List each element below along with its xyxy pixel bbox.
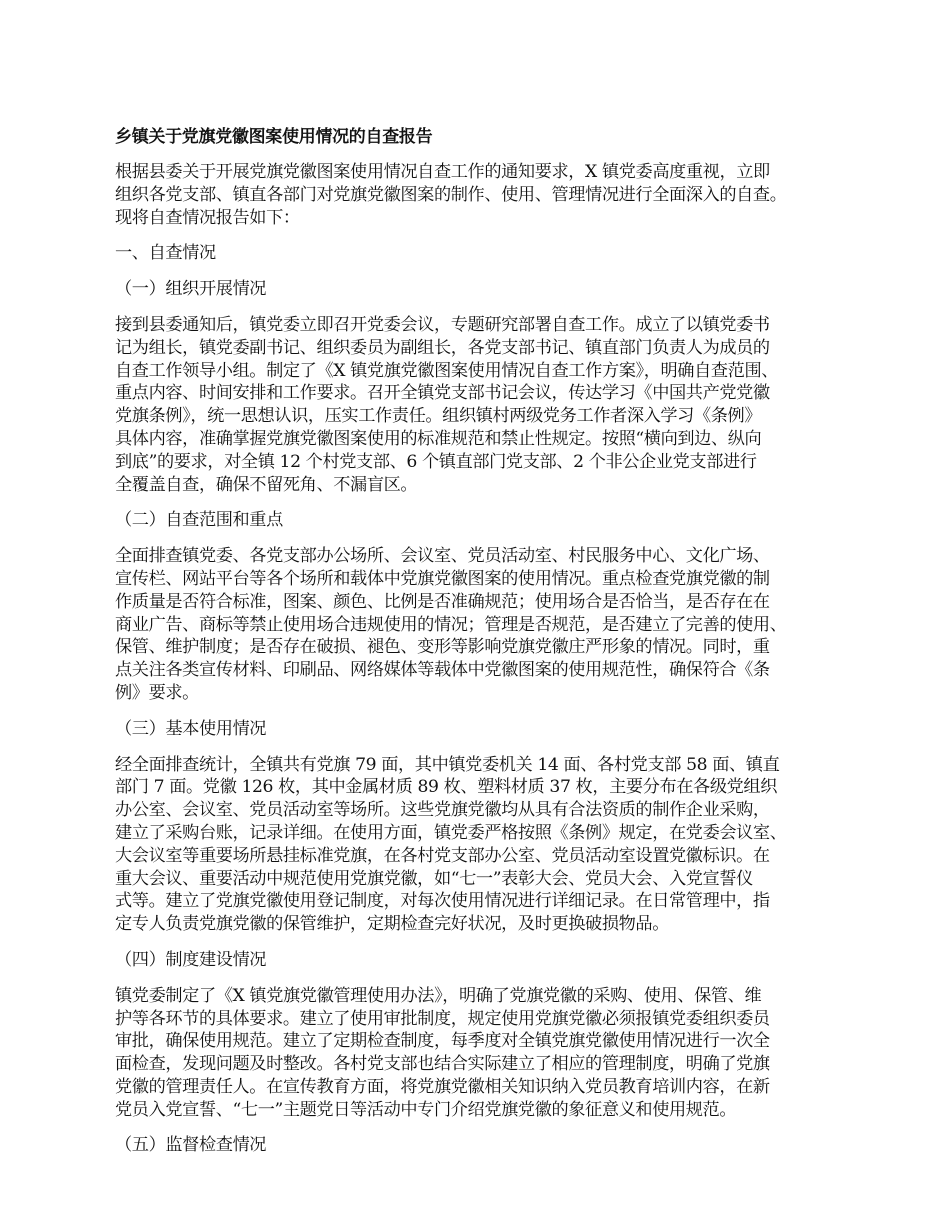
paragraph-line: 点关注各类宣传材料、印刷品、网络媒体等载体中党徽图案的使用规范性，确保符合《条 (115, 660, 770, 681)
paragraph-line: 党旗条例》，统一思想认识，压实工作责任。组织镇村两级党务工作者深入学习《条例》 (115, 406, 762, 427)
paragraph-line: 式等。建立了党旗党徽使用登记制度，对每次使用情况进行详细记录。在日常管理中，指 (115, 891, 770, 912)
document-title: 乡镇关于党旗党徽图案使用情况的自查报告 (115, 127, 433, 147)
paragraph-line: 宣传栏、网站平台等各个场所和载体中党旗党徽图案的使用情况。重点检查党旗党徽的制 (115, 568, 770, 589)
paragraph-line: 例》要求。 (115, 682, 199, 703)
paragraph (115, 161, 850, 229)
paragraph-line: 办公室、会议室、党员活动室等场所。这些党旗党徽均从具有合法资质的制作企业采购， (115, 800, 770, 821)
paragraph-line: 具体内容，准确掌握党旗党徽图案使用的标准规范和禁止性规定。按照“横向到边、纵向 (115, 428, 762, 449)
paragraph (115, 545, 850, 705)
paragraph-line: 镇党委制定了《X 镇党旗党徽管理使用办法》，明确了党旗党徽的采购、使用、保管、维 (115, 985, 762, 1006)
section-heading: （二）自查范围和重点 (115, 510, 283, 531)
document-page (115, 126, 850, 1170)
paragraph-line: 护等各环节的具体要求。建立了使用审批制度，规定使用党旗党徽必须报镇党委组织委员 (115, 1008, 770, 1029)
paragraph-line: 审批，确保使用规范。建立了定期检查制度，每季度对全镇党旗党徽使用情况进行一次全 (115, 1031, 770, 1052)
paragraph-line: 重大会议、重要活动中规范使用党旗党徽，如“七一”表彰大会、党员大会、入党宣誓仪 (115, 868, 753, 889)
section-heading: （五）监督检查情况 (115, 1135, 267, 1156)
paragraph-line: 商业广告、商标等禁止使用场合违规使用的情况；管理是否规范，是否建立了完善的使用、 (115, 614, 787, 635)
paragraph-line: 建立了采购台账，记录详细。在使用方面，镇党委严格按照《条例》规定，在党委会议室、 (115, 822, 787, 843)
paragraph-line: 全面排查镇党委、各党支部办公场所、会议室、党员活动室、村民服务中心、文化广场、 (115, 546, 770, 567)
paragraph-line: 定专人负责党旗党徽的保管维护，定期检查完好状况，及时更换破损物品。 (115, 914, 669, 935)
paragraph-line: 党徽的管理责任人。在宣传教育方面，将党旗党徽相关知识纳入党员教育培训内容，在新 (115, 1076, 770, 1097)
paragraph-line: 接到县委通知后，镇党委立即召开党委会议，专题研究部署自查工作。成立了以镇党委书 (115, 314, 770, 335)
paragraph-line: 自查工作领导小组。制定了《X 镇党旗党徽图案使用情况自查工作方案》，明确自查范围、 (115, 360, 779, 381)
paragraph-line: 记为组长，镇党委副书记、组织委员为副组长，各党支部书记、镇直部门负责人为成员的 (115, 337, 770, 358)
section-heading: （四）制度建设情况 (115, 949, 267, 970)
paragraph-line: 重点内容、时间安排和工作要求。召开全镇党支部书记会议，传达学习《中国共产党党徽 (115, 383, 770, 404)
paragraph-line: 现将自查情况报告如下： (115, 207, 300, 228)
paragraph-line: 根据县委关于开展党旗党徽图案使用情况自查工作的通知要求，X 镇党委高度重视，立即 (115, 162, 770, 182)
paragraph-line: 面检查，发现问题及时整改。各村党支部也结合实际建立了相应的管理制度，明确了党旗 (115, 1054, 770, 1075)
paragraph-line: 党员入党宣誓、“七一”主题党日等活动中专门介绍党旗党徽的象征意义和使用规范。 (115, 1099, 737, 1120)
paragraph-line: 保管、维护制度；是否存在破损、褪色、变形等影响党旗党徽庄严形象的情况。同时，重 (115, 637, 770, 658)
section-heading: 一、自查情况 (115, 243, 216, 264)
paragraph-line: 部门 7 面。党徽 126 枚，其中金属材质 89 枚、塑料材质 37 枚，主要分布在各级党组织 (115, 777, 777, 798)
paragraph-line: 组织各党支部、镇直各部门对党旗党徽图案的制作、使用、管理情况进行全面深入的自查。 (115, 184, 787, 205)
paragraph (115, 754, 850, 936)
section-heading: （三）基本使用情况 (115, 718, 267, 739)
paragraph (115, 985, 850, 1122)
paragraph-line: 到底”的要求，对全镇 12 个村党支部、6 个镇直部门党支部、2 个非公企业党支部进行 (115, 451, 757, 472)
paragraph (115, 314, 850, 496)
document-body (115, 161, 850, 1157)
paragraph-line: 作质量是否符合标准，图案、颜色、比例是否准确规范；使用场合是否恰当，是否存在在 (115, 591, 770, 612)
section-heading: （一）组织开展情况 (115, 279, 267, 300)
paragraph-line: 大会议室等重要场所悬挂标准党旗，在各村党支部办公室、党员活动室设置党徽标识。在 (115, 845, 770, 866)
paragraph-line: 全覆盖自查，确保不留死角、不漏盲区。 (115, 474, 418, 495)
paragraph-line: 经全面排查统计，全镇共有党旗 79 面，其中镇党委机关 14 面、各村党支部 58 面、镇直 (115, 754, 780, 775)
